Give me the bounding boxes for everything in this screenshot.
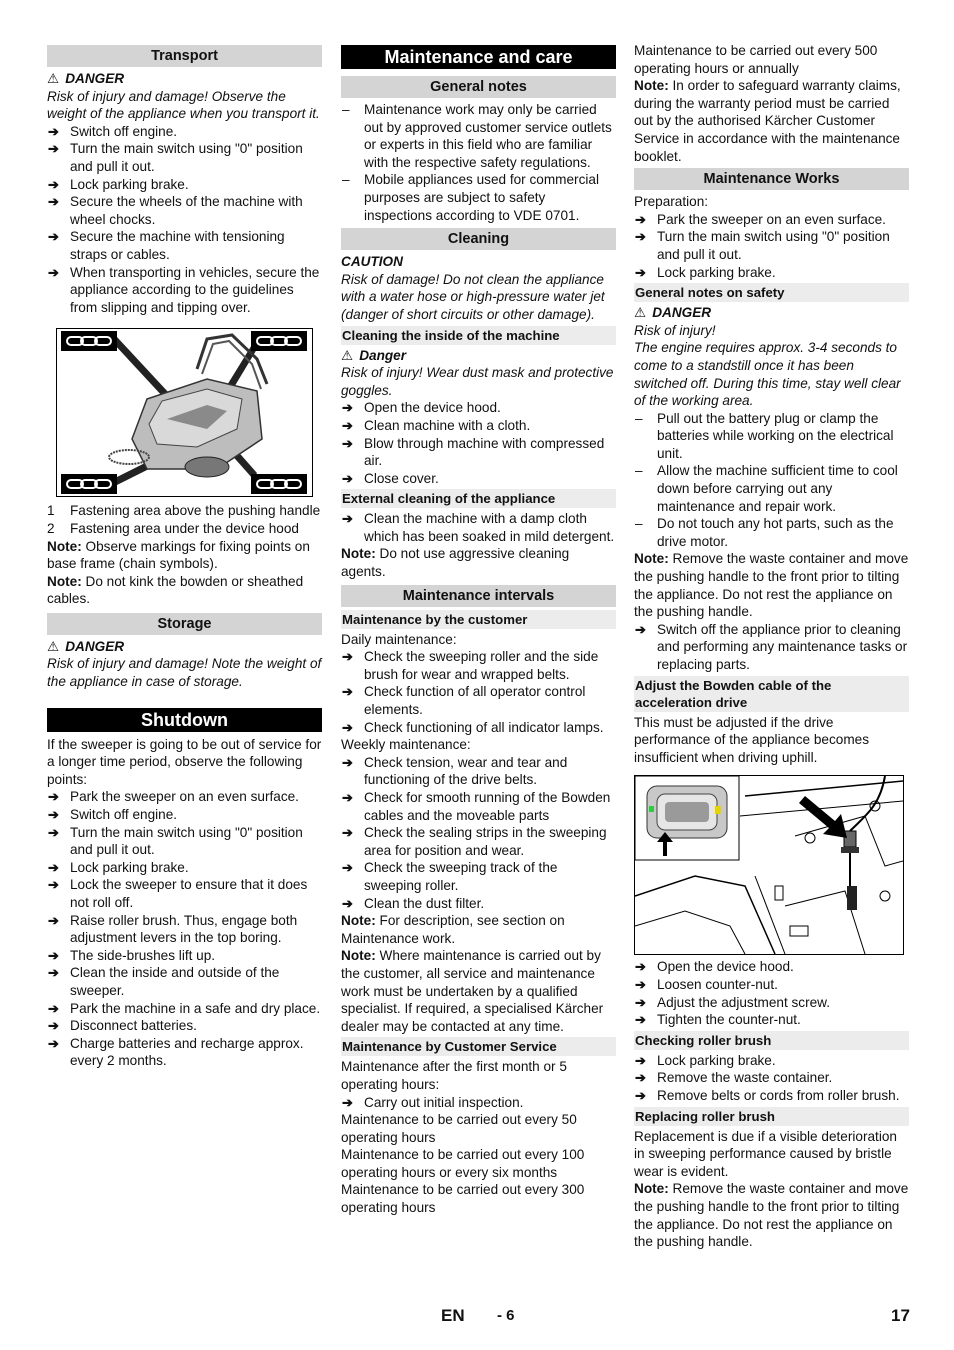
replacing-roller-heading: Replacing roller brush <box>634 1107 909 1126</box>
bowden-heading: Adjust the Bowden cable of the acceleration drive <box>634 676 909 712</box>
list-item: ➔ Check function of all operator control elements. <box>341 683 616 718</box>
warning-triangle-icon: ⚠ <box>634 305 647 321</box>
list-item: ➔ Check tension, wear and tear and functioning of the drive belts. <box>341 754 616 789</box>
sweeper-illustration <box>57 329 312 496</box>
bowden-figure <box>634 775 904 955</box>
safety-risk: Risk of injury! <box>634 322 716 338</box>
warranty-note: Note: In order to safeguard warranty claims, during the warranty period must be carried out by the authorised Kärcher Customer Service in accordance with the maintenance booklet. <box>634 78 901 164</box>
external-cleaning-heading: External cleaning of the appliance <box>341 489 616 508</box>
shutdown-heading: Shutdown <box>47 708 322 732</box>
cleaning-heading: Cleaning <box>341 228 616 250</box>
bowden-text: This must be adjusted if the drive performance of the appliance becomes insufficient when driving uphill. <box>634 714 870 765</box>
service-500: Maintenance to be carried out every 500 operating hours or annually <box>634 43 878 76</box>
list-item: ➔ Clean the dust filter. <box>341 895 616 913</box>
customer-maintenance-heading: Maintenance by the customer <box>341 610 616 629</box>
list-item: ➔ Switch off engine. <box>47 123 322 141</box>
service-first-steps <box>341 1094 616 1112</box>
inside-steps <box>341 399 616 487</box>
service-first: Maintenance after the first month or 5 operating hours: <box>341 1059 567 1092</box>
service-50: Maintenance to be carried out every 50 operating hours <box>341 1112 577 1145</box>
list-item: ➔ Lock parking brake. <box>47 859 322 877</box>
list-item: ➔ Park the machine in a safe and dry place. <box>47 1000 322 1018</box>
preparation-label: Preparation: <box>634 194 709 210</box>
safety-list <box>634 410 909 551</box>
list-item: – Allow the machine sufficient time to cool down before carrying out any maintenance and repair work. <box>634 462 909 515</box>
list-item: ➔ Park the sweeper on an even surface. <box>634 211 909 229</box>
list-item: ➔ Secure the machine with tensioning straps or cables. <box>47 228 322 263</box>
list-item: ➔ The side-brushes lift up. <box>47 947 322 965</box>
bowden-cable-illustration <box>635 776 903 954</box>
list-item: ➔ Turn the main switch using "0" position and pull it out. <box>634 228 909 263</box>
list-item: ➔ Carry out initial inspection. <box>341 1094 616 1112</box>
daily-steps <box>341 648 616 736</box>
list-item: ➔ Raise roller brush. Thus, engage both adjustment levers in the top boring. <box>47 912 322 947</box>
caution-label: CAUTION <box>341 254 403 270</box>
replace-note: Note: Remove the waste container and move the pushing handle to the front prior to tilting the appliance. Do not rest the appliance on the pushing handle. <box>634 1181 909 1250</box>
list-item: ➔ Loosen counter-nut. <box>634 976 909 994</box>
list-item: ➔ Tighten the counter-nut. <box>634 1011 909 1029</box>
safety-danger: ⚠ DANGER <box>634 305 712 321</box>
storage-warning: Risk of injury and damage! Note the weight of the appliance in case of storage. <box>47 656 322 690</box>
list-item: – Mobile appliances used for commercial purposes are subject to safety inspections according to VDE 0701. <box>341 171 616 224</box>
tilt-note: Note: Remove the waste container and move the pushing handle to the front prior to tilting the appliance. Do not rest the appliance on the pushing handle. <box>634 551 909 620</box>
note-description: Note: For description, see section on Maintenance work. <box>341 913 565 946</box>
legend-item: 1 Fastening area above the pushing handle <box>47 503 321 519</box>
list-item: – Maintenance work may only be carried out by approved customer service outlets or experts in this field who are familiar with the respective safety regulations. <box>341 101 616 171</box>
legend-item: 2 Fastening area under the device hood <box>47 520 299 536</box>
warning-triangle-icon: ⚠ <box>47 638 60 654</box>
preparation-steps <box>634 211 909 281</box>
warning-triangle-icon: ⚠ <box>47 71 60 86</box>
checking-roller-heading: Checking roller brush <box>634 1031 909 1050</box>
note-specialist: Note: Where maintenance is carried out by the customer, all service and maintenance work must be undertaken by a qualified specialist. If required, a specialised Kärcher dealer may be contacted at any time. <box>341 948 604 1034</box>
footer-language: EN <box>441 1306 465 1325</box>
figure-legend <box>47 502 322 537</box>
weekly-steps <box>341 754 616 912</box>
list-item: ➔ Secure the wheels of the machine with wheel chocks. <box>47 193 322 228</box>
footer-page-number: - 6 <box>497 1307 515 1324</box>
external-note: Note: Do not use aggressive cleaning agents. <box>341 546 570 580</box>
list-item: ➔ Clean machine with a cloth. <box>341 417 616 435</box>
weekly-label: Weekly maintenance: <box>341 737 471 753</box>
list-item: ➔ Charge batteries and recharge approx. every 2 months. <box>47 1035 322 1070</box>
safety-heading: General notes on safety <box>634 283 909 302</box>
general-notes-heading: General notes <box>341 76 616 98</box>
list-item: ➔ Clean the machine with a damp cloth which has been soaked in mild detergent. <box>341 510 616 545</box>
replace-text: Replacement is due if a visible deterioration in sweeping performance caused by bristle wear is evident. <box>634 1128 897 1179</box>
caution-text: Risk of damage! Do not clean the appliance with a water hose or high-pressure water jet (danger of short circuits or other damage). <box>341 271 605 322</box>
list-item: ➔ Check the sweeping roller and the side brush for wear and wrapped belts. <box>341 648 616 683</box>
list-item: ➔ Lock parking brake. <box>634 264 909 282</box>
list-item: ➔ Remove belts or cords from roller brush. <box>634 1087 909 1105</box>
transport-heading: Transport <box>47 45 322 67</box>
cleaning-inside-heading: Cleaning the inside of the machine <box>341 326 616 345</box>
storage-heading: Storage <box>47 613 322 635</box>
list-item: ➔ Disconnect batteries. <box>47 1017 322 1035</box>
engine-warning: The engine requires approx. 3-4 seconds to come to a standstill once it has been switched off. During this time, stay well clear of the working area. <box>634 340 901 409</box>
footer-sheet-number: 17 <box>891 1306 910 1325</box>
daily-label: Daily maintenance: <box>341 631 457 647</box>
shutdown-intro: If the sweeper is going to be out of service for a longer time period, observe the following points: <box>47 736 322 787</box>
list-item: ➔ Blow through machine with compressed air. <box>341 435 616 470</box>
transport-warning: Risk of injury and damage! Observe the weight of the appliance when you transport it. <box>47 88 320 122</box>
column-2 <box>341 45 616 1217</box>
inside-warning: Risk of injury! Wear dust mask and protective goggles. <box>341 365 614 398</box>
list-item: – Do not touch any hot parts, such as the drive motor. <box>634 515 909 550</box>
list-item: ➔ Switch off engine. <box>47 806 322 824</box>
list-item: ➔ Adjust the adjustment screw. <box>634 994 909 1012</box>
maintenance-works-heading: Maintenance Works <box>634 168 909 190</box>
column-3 <box>634 42 909 1251</box>
intervals-heading: Maintenance intervals <box>341 585 616 607</box>
customer-service-heading: Maintenance by Customer Service <box>341 1037 616 1056</box>
storage-danger: ⚠ DANGER <box>47 638 125 654</box>
service-300: Maintenance to be carried out every 300 operating hours <box>341 1182 585 1216</box>
transport-danger: ⚠ DANGER <box>47 71 125 86</box>
inside-danger: ⚠ Danger <box>341 347 407 363</box>
list-item: ➔ Lock parking brake. <box>47 176 322 194</box>
list-item: ➔ Turn the main switch using "0" position and pull it out. <box>47 824 322 859</box>
list-item: ➔ Turn the main switch using "0" position and pull it out. <box>47 140 322 175</box>
list-item: ➔ Lock the sweeper to ensure that it does not roll off. <box>47 876 322 911</box>
tilt-steps <box>634 621 909 674</box>
maintenance-heading: Maintenance and care <box>341 45 616 69</box>
list-item: ➔ Clean the inside and outside of the sweeper. <box>47 964 322 999</box>
list-item: ➔ Lock parking brake. <box>634 1052 909 1070</box>
list-item: ➔ Switch off the appliance prior to cleaning and performing any maintenance tasks or replacing parts. <box>634 621 909 674</box>
transport-steps <box>47 123 322 317</box>
list-item: ➔ Remove the waste container. <box>634 1069 909 1087</box>
column-1 <box>47 45 322 1070</box>
checking-roller-steps <box>634 1052 909 1105</box>
bowden-steps <box>634 958 909 1028</box>
transport-note-2: Note: Do not kink the bowden or sheathed cables. <box>47 573 304 607</box>
list-item: ➔ Check for smooth running of the Bowden cables and the moveable parts <box>341 789 616 824</box>
list-item: ➔ Park the sweeper on an even surface. <box>47 788 322 806</box>
transport-figure <box>56 328 313 497</box>
shutdown-steps <box>47 788 322 1070</box>
list-item: ➔ Close cover. <box>341 470 616 488</box>
list-item: ➔ Open the device hood. <box>341 399 616 417</box>
list-item: ➔ Check the sweeping track of the sweeping roller. <box>341 859 616 894</box>
list-item: ➔ Check functioning of all indicator lamps. <box>341 719 616 737</box>
list-item: ➔ Open the device hood. <box>634 958 909 976</box>
list-item: ➔ Check the sealing strips in the sweeping area for position and wear. <box>341 824 616 859</box>
transport-note-1: Note: Observe markings for fixing points on base frame (chain symbols). <box>47 538 310 572</box>
warning-triangle-icon: ⚠ <box>341 347 354 363</box>
list-item: ➔ When transporting in vehicles, secure the appliance according to the guidelines from slipping and tipping over. <box>47 264 322 317</box>
general-notes-list <box>341 101 616 224</box>
list-item: – Pull out the battery plug or clamp the batteries while working on the electrical unit. <box>634 410 909 463</box>
external-steps <box>341 510 616 545</box>
service-100: Maintenance to be carried out every 100 operating hours or every six months <box>341 1147 585 1180</box>
